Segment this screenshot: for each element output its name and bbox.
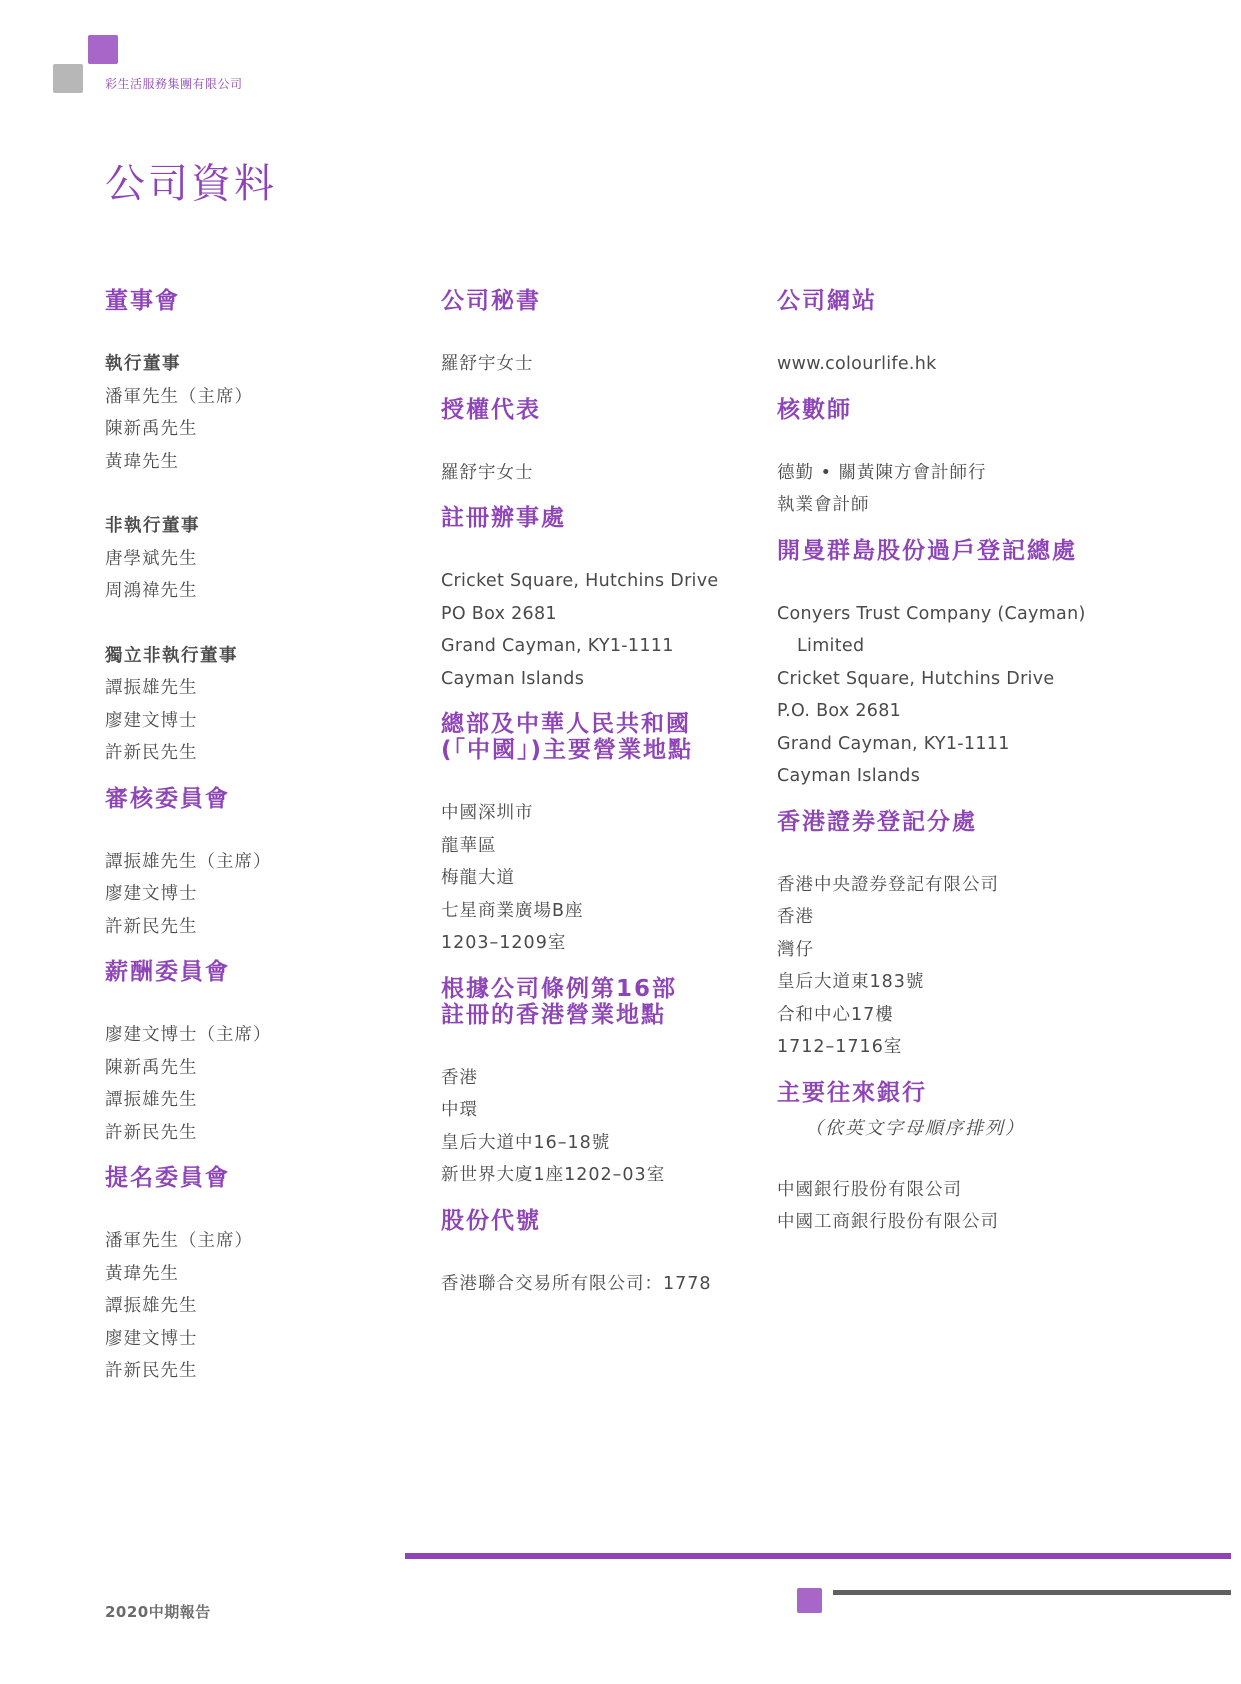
list-item: Cayman Islands <box>441 668 585 689</box>
list-item: 七星商業廣場B座 <box>441 900 584 921</box>
section-heading: 主要往來銀行 <box>777 1079 927 1106</box>
page-title: 公司資料 <box>105 161 277 207</box>
list-item: 羅舒宇女士 <box>441 462 534 483</box>
footer-report-label: 2020中期報告 <box>105 1603 211 1621</box>
subheading-executive: 執行董事 <box>105 354 181 374</box>
auditor-section <box>777 397 1177 522</box>
list-item: 皇后大道中16–18號 <box>441 1132 611 1153</box>
list-item: P.O. Box 2681 <box>777 701 902 721</box>
column-middle <box>441 288 761 1300</box>
list-item: 梅龍大道 <box>441 868 515 888</box>
footer-rule-gray <box>833 1590 1231 1595</box>
list-item: Cayman Islands <box>777 766 921 786</box>
list-item: 許新民先生 <box>105 1361 198 1381</box>
section-heading: 提名委員會 <box>105 1165 230 1191</box>
registered-office-section <box>441 505 761 695</box>
audit-committee-section <box>105 786 405 944</box>
section-heading: 核數師 <box>777 396 852 423</box>
headquarters-section <box>441 711 761 960</box>
list-item: 龍華區 <box>441 835 497 856</box>
list-item: 陳新禹先生 <box>105 419 198 439</box>
list-item: Grand Cayman, KY1-1111 <box>777 733 1010 754</box>
list-item: 羅舒宇女士 <box>441 354 534 374</box>
list-item: 中環 <box>441 1100 478 1120</box>
section-heading: 授權代表 <box>441 396 541 423</box>
section-heading: 香港證券登記分處 <box>777 808 977 835</box>
list-item: 合和中心17樓 <box>777 1004 894 1025</box>
board-section <box>105 288 405 770</box>
list-item: 黃瑋先生 <box>105 451 179 472</box>
subheading-non-executive: 非執行董事 <box>105 516 200 536</box>
section-note: （依英文字母順序排列） <box>805 1117 1025 1139</box>
stock-code-section <box>441 1208 761 1301</box>
list-item: 新世界大廈1座1202–03室 <box>441 1165 666 1185</box>
list-item: 許新民先生 <box>105 1122 198 1143</box>
list-item: 唐學斌先生 <box>105 548 198 569</box>
list-item: 1203–1209室 <box>441 933 567 953</box>
list-item: 譚振雄先生 <box>105 678 198 698</box>
footer-square-purple <box>797 1588 822 1613</box>
logo-square-purple <box>88 35 118 64</box>
list-item: 香港 <box>777 907 814 927</box>
list-item: 廖建文博士 <box>105 1328 198 1349</box>
list-item: Grand Cayman, KY1-1111 <box>441 636 674 656</box>
list-item: Conyers Trust Company (Cayman) <box>777 603 1086 624</box>
list-item: 許新民先生 <box>105 743 198 763</box>
list-item: 廖建文博士 <box>105 884 198 904</box>
list-item: 潘軍先生（主席） <box>105 386 253 407</box>
list-item: 灣仔 <box>777 939 814 960</box>
list-item: 1712–1716室 <box>777 1037 903 1057</box>
logo-square-gray <box>53 64 83 93</box>
column-left <box>105 288 405 1388</box>
footer-rule-purple <box>405 1553 1231 1559</box>
list-item: 周鴻禕先生 <box>105 581 198 601</box>
list-item: 中國工商銀行股份有限公司 <box>777 1212 999 1232</box>
column-right <box>777 288 1177 1239</box>
list-item: 潘軍先生（主席） <box>105 1231 253 1251</box>
website-section <box>777 288 1177 381</box>
remuneration-committee-section <box>105 959 405 1149</box>
section-heading: 根據公司條例第16部 <box>441 975 678 1002</box>
list-item: 皇后大道東183號 <box>777 972 925 992</box>
principal-banks-section <box>777 1080 1177 1239</box>
section-heading-line-2: (「中國」)主要營業地點 <box>441 737 694 763</box>
list-item: Limited <box>797 636 865 656</box>
nomination-committee-section <box>105 1165 405 1388</box>
list-item: 許新民先生 <box>105 916 198 937</box>
list-item: 香港中央證券登記有限公司 <box>777 874 999 895</box>
section-heading: 註冊辦事處 <box>441 505 566 531</box>
list-item: 譚振雄先生（主席） <box>105 851 272 872</box>
list-item: Cricket Square, Hutchins Drive <box>441 571 719 591</box>
hk-registrar-section <box>777 809 1177 1064</box>
hk-business-place-section <box>441 976 761 1192</box>
cayman-registrar-section <box>777 538 1177 793</box>
list-item: Cricket Square, Hutchins Drive <box>777 668 1055 689</box>
list-item: 香港 <box>441 1067 478 1088</box>
authorised-rep-section <box>441 397 761 490</box>
list-item: 中國深圳市 <box>441 803 534 823</box>
list-item: 執業會計師 <box>777 495 870 515</box>
list-item: 廖建文博士（主席） <box>105 1025 272 1045</box>
list-item: 廖建文博士 <box>105 710 198 731</box>
section-heading: 董事會 <box>105 288 180 314</box>
company-name: 彩生活服務集團有限公司 <box>105 77 243 91</box>
section-heading: 總部及中華人民共和國 <box>441 711 691 737</box>
section-heading: 審核委員會 <box>105 785 230 812</box>
subheading-independent: 獨立非執行董事 <box>105 645 238 666</box>
website-link[interactable]: www.colourlife.hk <box>777 354 937 374</box>
company-secretary-section <box>441 288 761 381</box>
list-item: 中國銀行股份有限公司 <box>777 1179 962 1200</box>
section-heading-line-2: 註冊的香港營業地點 <box>441 1001 666 1028</box>
list-item: 黃瑋先生 <box>105 1263 179 1284</box>
list-item: 香港聯合交易所有限公司：1778 <box>441 1273 712 1294</box>
section-heading: 開曼群島股份過戶登記總處 <box>777 537 1077 564</box>
list-item: PO Box 2681 <box>441 603 557 624</box>
list-item: 譚振雄先生 <box>105 1296 198 1316</box>
section-heading: 公司秘書 <box>441 288 541 314</box>
section-heading: 薪酬委員會 <box>105 959 230 985</box>
list-item: 德勤 • 關黃陳方會計師行 <box>777 462 987 483</box>
list-item: 譚振雄先生 <box>105 1090 198 1110</box>
section-heading: 股份代號 <box>441 1207 541 1234</box>
list-item: 陳新禹先生 <box>105 1057 198 1078</box>
section-heading: 公司網站 <box>777 288 877 314</box>
